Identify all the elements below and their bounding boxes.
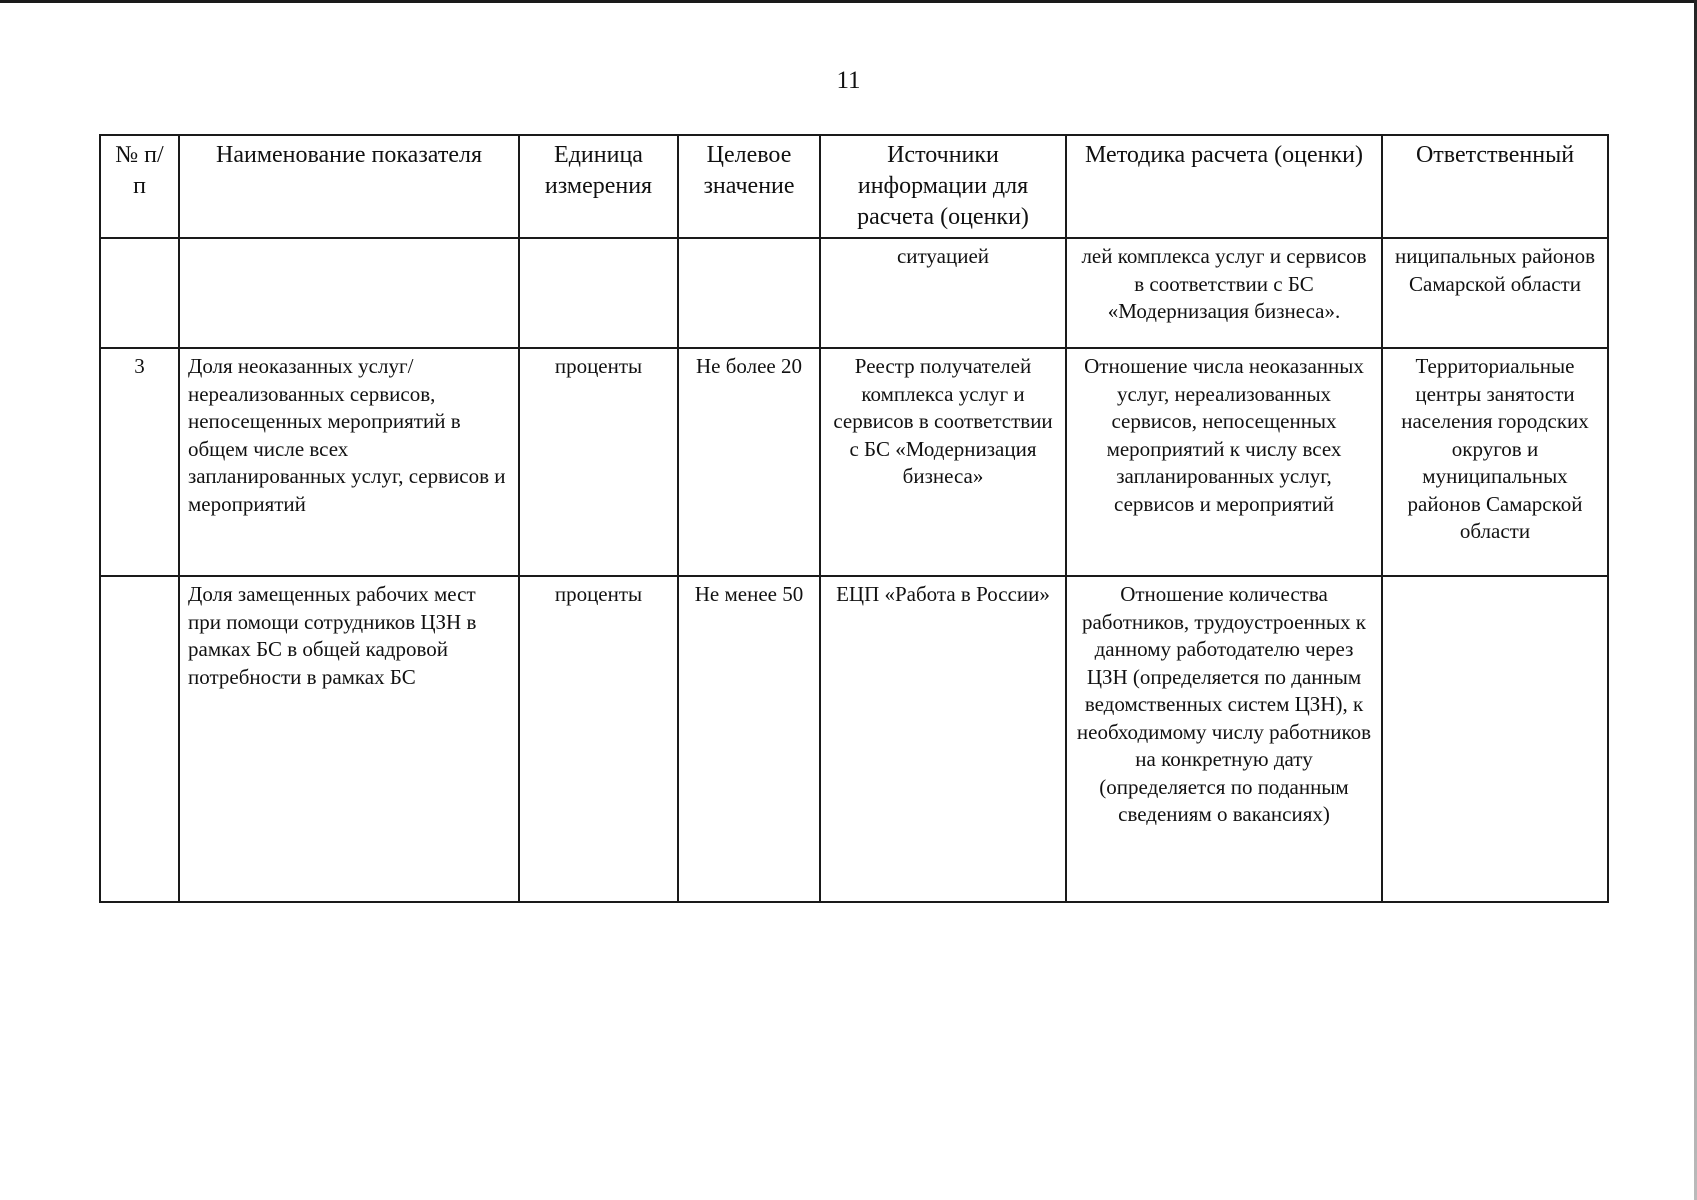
cell-unit: проценты <box>519 576 678 902</box>
cell-name: Доля неоказанных услуг/ нереализованных сервисов, непосещенных мероприятий в общем числе всех запланированных услуг, сервисов и мероприятий <box>179 348 519 576</box>
cell-num: 3 <box>100 348 179 576</box>
cell-num <box>100 576 179 902</box>
scan-top-edge <box>0 0 1697 3</box>
cell-method: лей комплекса услуг и сервисов в соответствии с БС «Модернизация бизнеса». <box>1066 238 1382 348</box>
table-row <box>100 348 1608 576</box>
header-method: Методика расчета (оценки) <box>1066 135 1382 238</box>
table-row <box>100 238 1608 348</box>
cell-unit <box>519 238 678 348</box>
cell-name <box>179 238 519 348</box>
cell-name: Доля замещенных рабочих мест при помощи сотрудников ЦЗН в рамках БС в общей кадровой потребности в рамках БС <box>179 576 519 902</box>
cell-sources: Реестр получателей комплекса услуг и сервисов в соответствии с БС «Модернизация бизнеса» <box>820 348 1066 576</box>
header-num: № п/п <box>100 135 179 238</box>
table-row <box>100 576 1608 902</box>
cell-num <box>100 238 179 348</box>
cell-method: Отношение числа неоказанных услуг, нереализованных сервисов, непосещенных мероприятий к числу всех запланированных услуг, сервисов и мероприятий <box>1066 348 1382 576</box>
table-header-row <box>100 135 1608 238</box>
cell-target: Не более 20 <box>678 348 820 576</box>
indicators-table <box>99 134 1609 903</box>
cell-sources: ЕЦП «Работа в России» <box>820 576 1066 902</box>
header-name: Наименование показателя <box>179 135 519 238</box>
cell-unit: проценты <box>519 348 678 576</box>
cell-responsible <box>1382 576 1608 902</box>
header-unit: Единица измерения <box>519 135 678 238</box>
cell-responsible: ниципальных районов Самарской области <box>1382 238 1608 348</box>
cell-sources: ситуацией <box>820 238 1066 348</box>
header-target: Целевое значение <box>678 135 820 238</box>
cell-target: Не менее 50 <box>678 576 820 902</box>
page-number: 11 <box>836 67 861 94</box>
header-sources: Источники информации для расчета (оценки) <box>820 135 1066 238</box>
header-responsible: Ответственный <box>1382 135 1608 238</box>
cell-method: Отношение количества работников, трудоустроенных к данному работодателю через ЦЗН (определяется по данным ведомственных систем ЦЗН), к необходимому числу работников на конкретную дату (определяется по поданным сведениям о вакансиях) <box>1066 576 1382 902</box>
cell-target <box>678 238 820 348</box>
cell-responsible: Территориальные центры занятости населения городских округов и муниципальных районов Самарской области <box>1382 348 1608 576</box>
